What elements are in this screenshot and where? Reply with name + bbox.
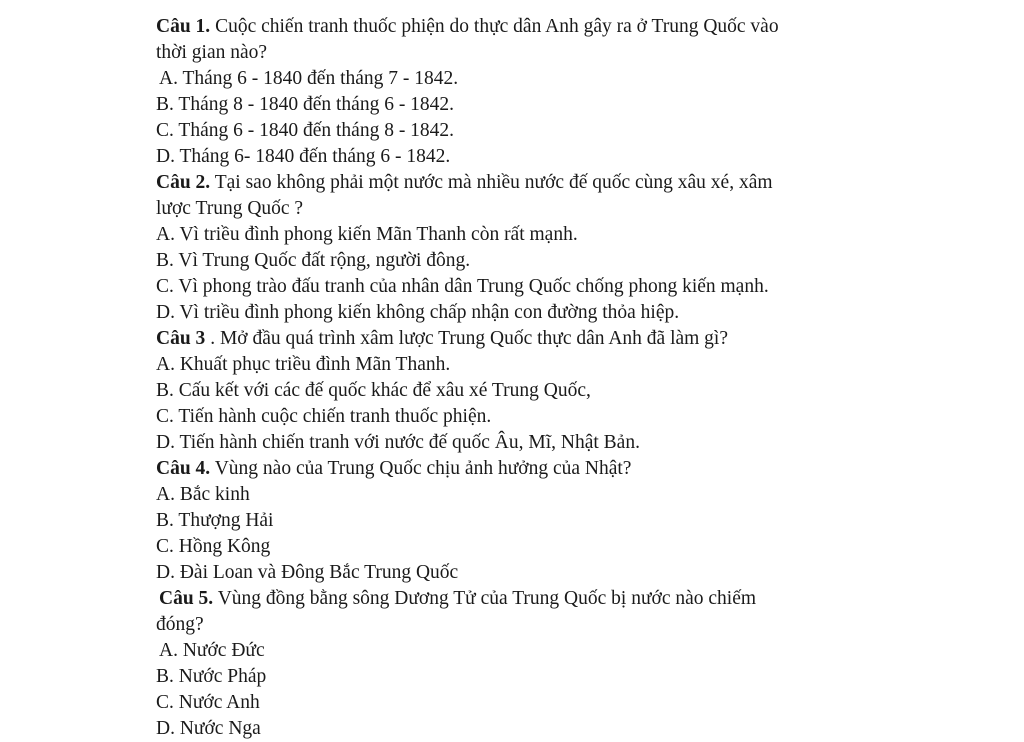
question-3-label: Câu 3 <box>156 328 206 349</box>
question-5-option-b: B. Nước Pháp <box>156 666 267 687</box>
question-2-stem <box>156 170 916 196</box>
question-1-option-b: B. Tháng 8 - 1840 đến tháng 6 - 1842. <box>156 94 455 115</box>
question-2-option-b: B. Vì Trung Quốc đất rộng, người đông. <box>156 250 471 271</box>
question-4-label: Câu 4. <box>156 458 211 479</box>
question-1-option-c: C. Tháng 6 - 1840 đến tháng 8 - 1842. <box>156 120 455 141</box>
question-2-option-d: D. Vì triều đình phong kiến không chấp nhận con đường thỏa hiệp. <box>156 302 680 323</box>
question-2-label: Câu 2. <box>156 172 211 193</box>
document-page <box>156 14 916 742</box>
question-1-option-a: A. Tháng 6 - 1840 đến tháng 7 - 1842. <box>159 68 459 89</box>
question-2-option-c: C. Vì phong trào đấu tranh của nhân dân Trung Quốc chống phong kiến mạnh. <box>156 276 769 297</box>
question-5-option-a: A. Nước Đức <box>159 640 265 661</box>
question-5-text: Vùng đồng bằng sông Dương Tử của Trung Quốc bị nước nào chiếm <box>213 588 757 609</box>
question-5-label: Câu 5. <box>159 588 214 609</box>
question-3-option-a: A. Khuất phục triều đình Mãn Thanh. <box>156 354 451 375</box>
question-4-option-d: D. Đài Loan và Đông Bắc Trung Quốc <box>156 562 459 583</box>
question-3-option-d: D. Tiến hành chiến tranh với nước đế quốc Âu, Mĩ, Nhật Bản. <box>156 432 640 453</box>
question-3-option-c: C. Tiến hành cuộc chiến tranh thuốc phiện. <box>156 406 492 427</box>
question-5-option-c: C. Nước Anh <box>156 692 260 713</box>
question-1-option-d: D. Tháng 6- 1840 đến tháng 6 - 1842. <box>156 146 451 167</box>
question-3-stem <box>156 326 916 352</box>
question-1-stem <box>156 14 916 40</box>
question-2-text: Tại sao không phải một nước mà nhiều nước đế quốc cùng xâu xé, xâm <box>210 172 773 193</box>
question-5-stem <box>156 586 916 612</box>
question-4-text: Vùng nào của Trung Quốc chịu ảnh hưởng của Nhật? <box>210 458 632 479</box>
question-4-option-a: A. Bắc kinh <box>156 484 250 505</box>
question-2-stem-cont: lược Trung Quốc ? <box>156 198 304 219</box>
question-3-option-b: B. Cấu kết với các đế quốc khác để xâu xé Trung Quốc, <box>156 380 591 401</box>
question-5-option-d: D. Nước Nga <box>156 718 261 739</box>
question-4-option-b: B. Thượng Hải <box>156 510 274 531</box>
question-1-stem-cont: thời gian nào? <box>156 42 268 63</box>
question-1-label: Câu 1. <box>156 16 211 37</box>
question-4-stem <box>156 456 916 482</box>
question-3-text: . Mở đầu quá trình xâm lược Trung Quốc thực dân Anh đã làm gì? <box>205 328 729 349</box>
question-2-option-a: A. Vì triều đình phong kiến Mãn Thanh còn rất mạnh. <box>156 224 578 245</box>
question-5-stem-cont: đóng? <box>156 614 204 635</box>
question-4-option-c: C. Hồng Kông <box>156 536 271 557</box>
question-1-text: Cuộc chiến tranh thuốc phiện do thực dân Anh gây ra ở Trung Quốc vào <box>210 16 779 37</box>
